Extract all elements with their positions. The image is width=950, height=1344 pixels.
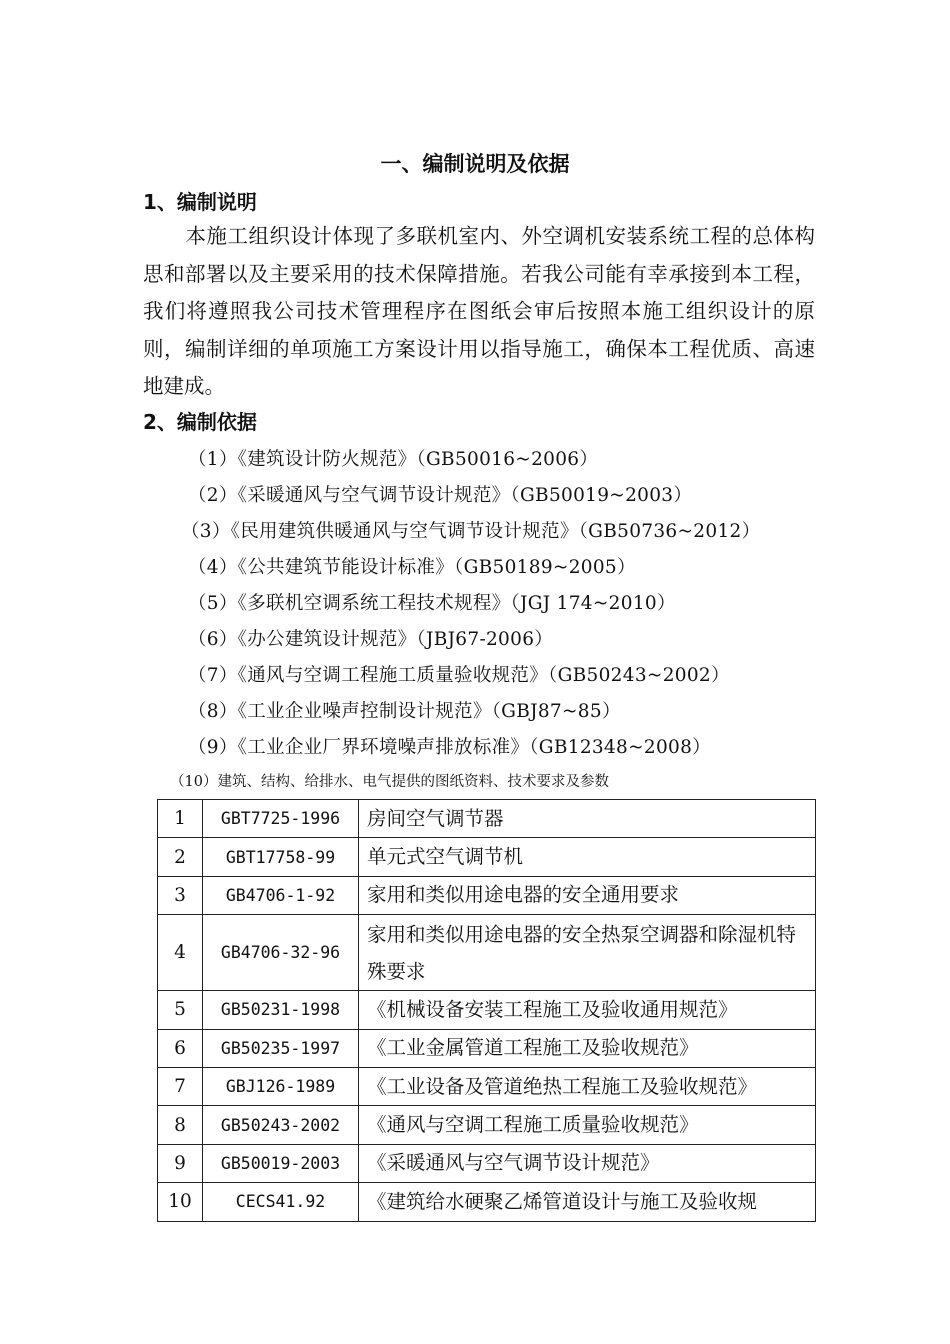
row-number: 9 [158,1144,203,1182]
standard-code: CECS41.92 [203,1183,359,1221]
table-row [158,800,816,838]
row-number: 3 [158,876,203,914]
row-number: 1 [158,800,203,838]
reference-item: （2）《采暖通风与空气调节设计规范》（GB50019~2003） [188,485,693,506]
section-heading-2: 2、编制依据 [143,410,257,434]
standard-name: 《通风与空调工程施工质量验收规范》 [359,1106,816,1144]
standard-code: GB50235-1997 [203,1029,359,1067]
reference-item: （4）《公共建筑节能设计标准》（GB50189~2005） [188,557,636,578]
standard-code: GB4706-32-96 [203,915,359,991]
standard-name: 家用和类似用途电器的安全热泵空调器和除湿机特殊要求 [359,915,816,991]
table-row [158,1183,816,1221]
table-row [158,1144,816,1182]
table-row [158,915,816,991]
reference-item-10: （10）建筑、结构、给排水、电气提供的图纸资料、技术要求及参数 [170,774,609,790]
reference-item: （3）《民用建筑供暖通风与空气调节设计规范》（GB50736~2012） [181,521,761,542]
table-row [158,1067,816,1105]
section-body-text: 本施工组织设计体现了多联机室内、外空调机安装系统工程的总体构思和部署以及主要采用的技术保障措施。若我公司能有幸承接到本工程，我们将遵照我公司技术管理程序在图纸会审后按照本施工组织设计的原则，编制详细的单项施工方案设计用以指导施工，确保本工程优质、高速地建成。 [143,224,815,398]
table-row [158,876,816,914]
table-row [158,838,816,876]
row-number: 6 [158,1029,203,1067]
standard-name: 《采暖通风与空气调节设计规范》 [359,1144,816,1182]
standard-code: GBT7725-1996 [203,800,359,838]
standard-name: 《机械设备安装工程施工及验收通用规范》 [359,991,816,1029]
reference-item: （5）《多联机空调系统工程技术规程》（JGJ 174~2010） [188,593,676,614]
row-number: 10 [158,1183,203,1221]
row-number: 8 [158,1106,203,1144]
standard-code: GB50243-2002 [203,1106,359,1144]
table-row [158,991,816,1029]
reference-item: （7）《通风与空调工程施工质量验收规范》（GB50243~2002） [188,665,730,686]
standard-name: 房间空气调节器 [359,800,816,838]
standard-name: 单元式空气调节机 [359,838,816,876]
reference-item: （6）《办公建筑设计规范》（JBJ67-2006） [188,629,554,650]
row-number: 2 [158,838,203,876]
standard-name: 《工业设备及管道绝热工程施工及验收规范》 [359,1067,816,1105]
standards-table [157,799,816,1222]
table-row [158,1106,816,1144]
reference-item: （1）《建筑设计防火规范》（GB50016~2006） [188,449,599,470]
row-number: 7 [158,1067,203,1105]
section-heading-1: 1、编制说明 [143,190,257,214]
reference-item: （9）《工业企业厂界环境噪声排放标准》（GB12348~2008） [188,737,711,758]
standard-name: 《建筑给水硬聚乙烯管道设计与施工及验收规 [359,1183,816,1221]
standard-name: 家用和类似用途电器的安全通用要求 [359,876,816,914]
standard-name: 《工业金属管道工程施工及验收规范》 [359,1029,816,1067]
standard-code: GB50019-2003 [203,1144,359,1182]
row-number: 5 [158,991,203,1029]
page-title: 一、编制说明及依据 [380,152,570,176]
standard-code: GBJ126-1989 [203,1067,359,1105]
standard-code: GBT17758-99 [203,838,359,876]
section-body-1 [143,218,815,406]
reference-item: （8）《工业企业噪声控制设计规范》（GBJ87~85） [188,701,621,722]
standard-code: GB4706-1-92 [203,876,359,914]
standard-code: GB50231-1998 [203,991,359,1029]
table-row [158,1029,816,1067]
row-number: 4 [158,915,203,991]
